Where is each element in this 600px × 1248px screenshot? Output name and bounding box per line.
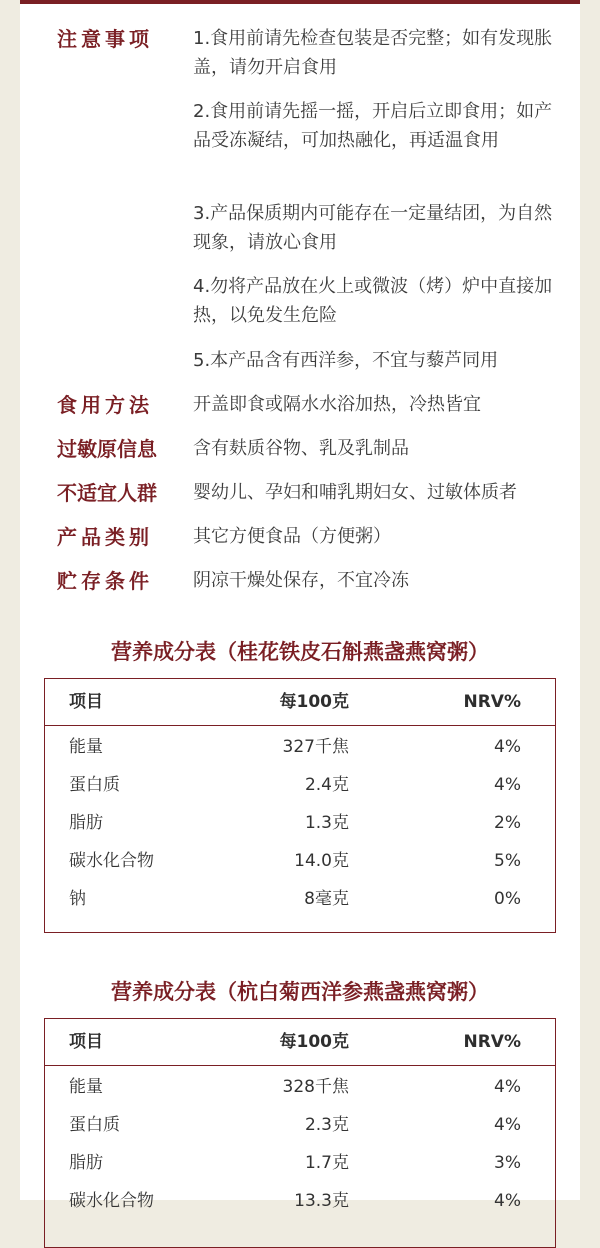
table-row bbox=[45, 1148, 555, 1178]
nutrition-table-2 bbox=[44, 1018, 556, 1248]
header-divider bbox=[45, 1065, 555, 1066]
table-row bbox=[45, 1186, 555, 1216]
nutrition-table-1 bbox=[44, 678, 556, 933]
nutrient-amount: 328千焦 bbox=[282, 1077, 349, 1097]
table-header bbox=[45, 1027, 555, 1057]
top-border bbox=[20, 0, 580, 4]
allergen-label: 过敏原信息 bbox=[57, 437, 157, 461]
table-row bbox=[45, 808, 555, 838]
nutrient-amount: 327千焦 bbox=[282, 737, 349, 757]
storage-label: 贮存条件 bbox=[57, 569, 153, 593]
nutrient-nrv: 0% bbox=[494, 889, 521, 909]
nutrient-amount: 14.0克 bbox=[294, 851, 349, 871]
nutrition-table-1-title: 营养成分表（桂花铁皮石斛燕盏燕窝粥） bbox=[111, 640, 489, 664]
nutrient-amount: 2.3克 bbox=[304, 1115, 349, 1135]
header-item: 项目 bbox=[69, 692, 103, 712]
nutrient-amount: 1.3克 bbox=[304, 813, 349, 833]
nutrient-amount: 8毫克 bbox=[304, 889, 349, 909]
storage-value: 阴凉干燥处保存，不宜冷冻 bbox=[193, 570, 409, 591]
header-per100g: 每100克 bbox=[279, 692, 349, 712]
header-per100g: 每100克 bbox=[279, 1032, 349, 1052]
table-row bbox=[45, 770, 555, 800]
notes-item-3: 3.产品保质期内可能存在一定量结团，为自然现象，请放心食用 bbox=[193, 203, 553, 253]
table-header bbox=[45, 687, 555, 717]
nutrient-nrv: 4% bbox=[494, 1191, 521, 1211]
nutrient-name: 能量 bbox=[69, 1077, 103, 1097]
usage-value: 开盖即食或隔水水浴加热，冷热皆宜 bbox=[193, 394, 481, 415]
unsuitable-label: 不适宜人群 bbox=[57, 481, 157, 505]
header-divider bbox=[45, 725, 555, 726]
nutrient-name: 钠 bbox=[69, 889, 86, 909]
nutrition-table-2-title: 营养成分表（杭白菊西洋参燕盏燕窝粥） bbox=[111, 980, 489, 1004]
unsuitable-value: 婴幼儿、孕妇和哺乳期妇女、过敏体质者 bbox=[193, 482, 517, 503]
nutrient-nrv: 4% bbox=[494, 775, 521, 795]
nutrient-name: 碳水化合物 bbox=[69, 1191, 154, 1211]
table-row bbox=[45, 884, 555, 914]
table-row bbox=[45, 1072, 555, 1102]
allergen-value: 含有麸质谷物、乳及乳制品 bbox=[193, 438, 409, 459]
table-row bbox=[45, 732, 555, 762]
nutrient-nrv: 4% bbox=[494, 1115, 521, 1135]
table-row bbox=[45, 846, 555, 876]
product-info-panel bbox=[20, 0, 580, 1211]
nutrient-name: 碳水化合物 bbox=[69, 851, 154, 871]
nutrient-nrv: 4% bbox=[494, 737, 521, 757]
nutrient-nrv: 4% bbox=[494, 1077, 521, 1097]
nutrient-nrv: 3% bbox=[494, 1153, 521, 1173]
header-item: 项目 bbox=[69, 1032, 103, 1052]
nutrient-amount: 1.7克 bbox=[304, 1153, 349, 1173]
category-label: 产品类别 bbox=[57, 525, 153, 549]
table-row bbox=[45, 1110, 555, 1140]
notes-item-5: 5.本产品含有西洋参，不宜与藜芦同用 bbox=[193, 350, 499, 371]
notes-item-4: 4.勿将产品放在火上或微波（烤）炉中直接加热，以免发生危险 bbox=[193, 276, 553, 326]
nutrient-amount: 2.4克 bbox=[304, 775, 349, 795]
nutrient-name: 脂肪 bbox=[69, 813, 103, 833]
nutrient-nrv: 2% bbox=[494, 813, 521, 833]
usage-label: 食用方法 bbox=[57, 393, 153, 417]
notes-label: 注意事项 bbox=[57, 27, 153, 51]
category-value: 其它方便食品（方便粥） bbox=[193, 526, 391, 547]
header-nrv: NRV% bbox=[463, 692, 521, 712]
nutrient-name: 蛋白质 bbox=[69, 775, 120, 795]
nutrient-amount: 13.3克 bbox=[294, 1191, 349, 1211]
notes-item-1: 1.食用前请先检查包装是否完整；如有发现胀盖，请勿开启食用 bbox=[193, 28, 553, 78]
nutrient-name: 脂肪 bbox=[69, 1153, 103, 1173]
nutrient-nrv: 5% bbox=[494, 851, 521, 871]
nutrient-name: 蛋白质 bbox=[69, 1115, 120, 1135]
header-nrv: NRV% bbox=[463, 1032, 521, 1052]
nutrient-name: 能量 bbox=[69, 737, 103, 757]
notes-item-2: 2.食用前请先摇一摇，开启后立即食用；如产品受冻凝结，可加热融化，再适温食用 bbox=[193, 101, 553, 151]
